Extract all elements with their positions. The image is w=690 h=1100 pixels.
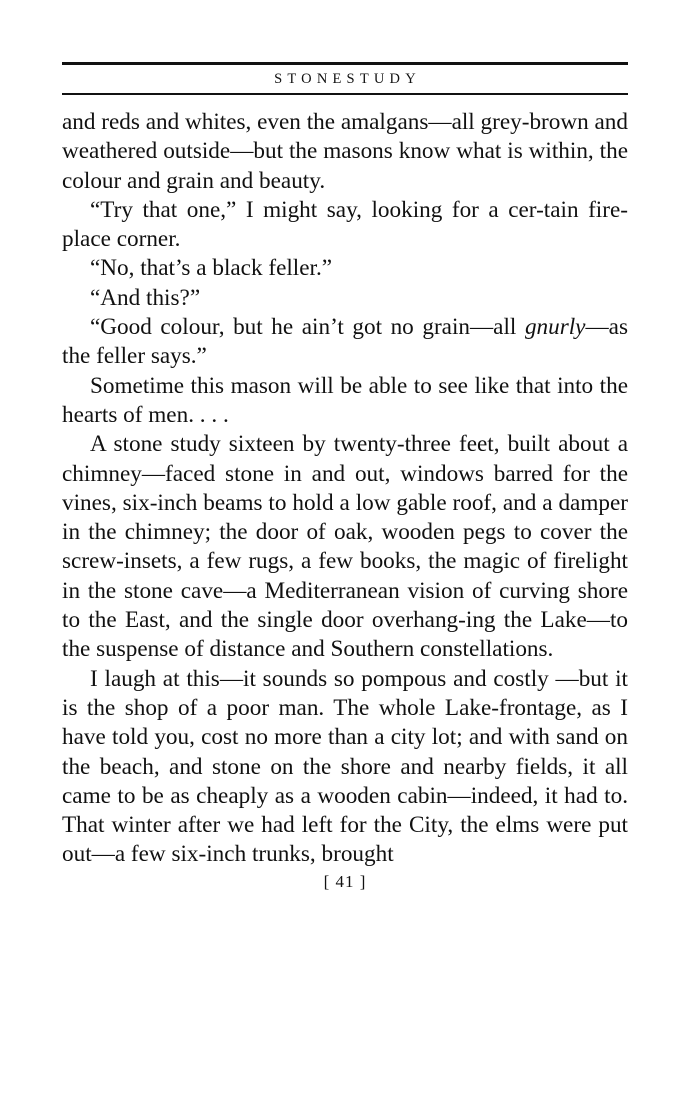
header-rule-bottom	[62, 93, 628, 95]
page-content	[62, 62, 628, 892]
paragraph-text: —as the feller says.”	[62, 314, 628, 370]
paragraph: A stone study sixteen by twenty-three feet, built about a chimney—faced stone in and out, windows barred for the vines, six-inch beams to hold a low gable roof, and a damper in the chimney; the door of oak, wooden pegs to cover the screw-insets, a few rugs, a few books, the magic of firelight in the stone cave—a Mediterranean vision of curving shore to the East, and the single door overhang-ing the Lake—to the suspense of distance and Southern constellations.	[62, 431, 628, 663]
paragraph: “No, that’s a black feller.”	[90, 255, 333, 282]
paragraph: and reds and whites, even the amalgans—all grey-brown and weathered outside—but the masons know what is within, the colour and grain and beauty.	[62, 109, 628, 194]
page-number: [ 41 ]	[323, 871, 367, 891]
italic-word: gnurly	[524, 314, 586, 341]
paragraph: “Try that one,” I might say, looking for a cer-tain fire-place corner.	[62, 196, 628, 253]
paragraph: “And this?”	[90, 284, 201, 311]
body-text	[62, 108, 628, 870]
running-head: STONESTUDY	[274, 71, 421, 87]
paragraph	[62, 313, 628, 372]
paragraph: I laugh at this—it sounds so pompous and costly —but it is the shop of a poor man. The whole Lake-frontage, as I have told you, cost no more than a city lot; and with sand on the beach, and stone on the shore and nearby fields, it all came to be as cheaply as a wooden cabin—indeed, it had to. That winter after we had left for the City, the elms were put out—a few six-inch trunks, brought	[62, 665, 628, 868]
paragraph: Sometime this mason will be able to see like that into the hearts of men. . . .	[62, 372, 628, 428]
paragraph-text: “Good colour, but he ain’t got no grain—all	[90, 314, 525, 341]
